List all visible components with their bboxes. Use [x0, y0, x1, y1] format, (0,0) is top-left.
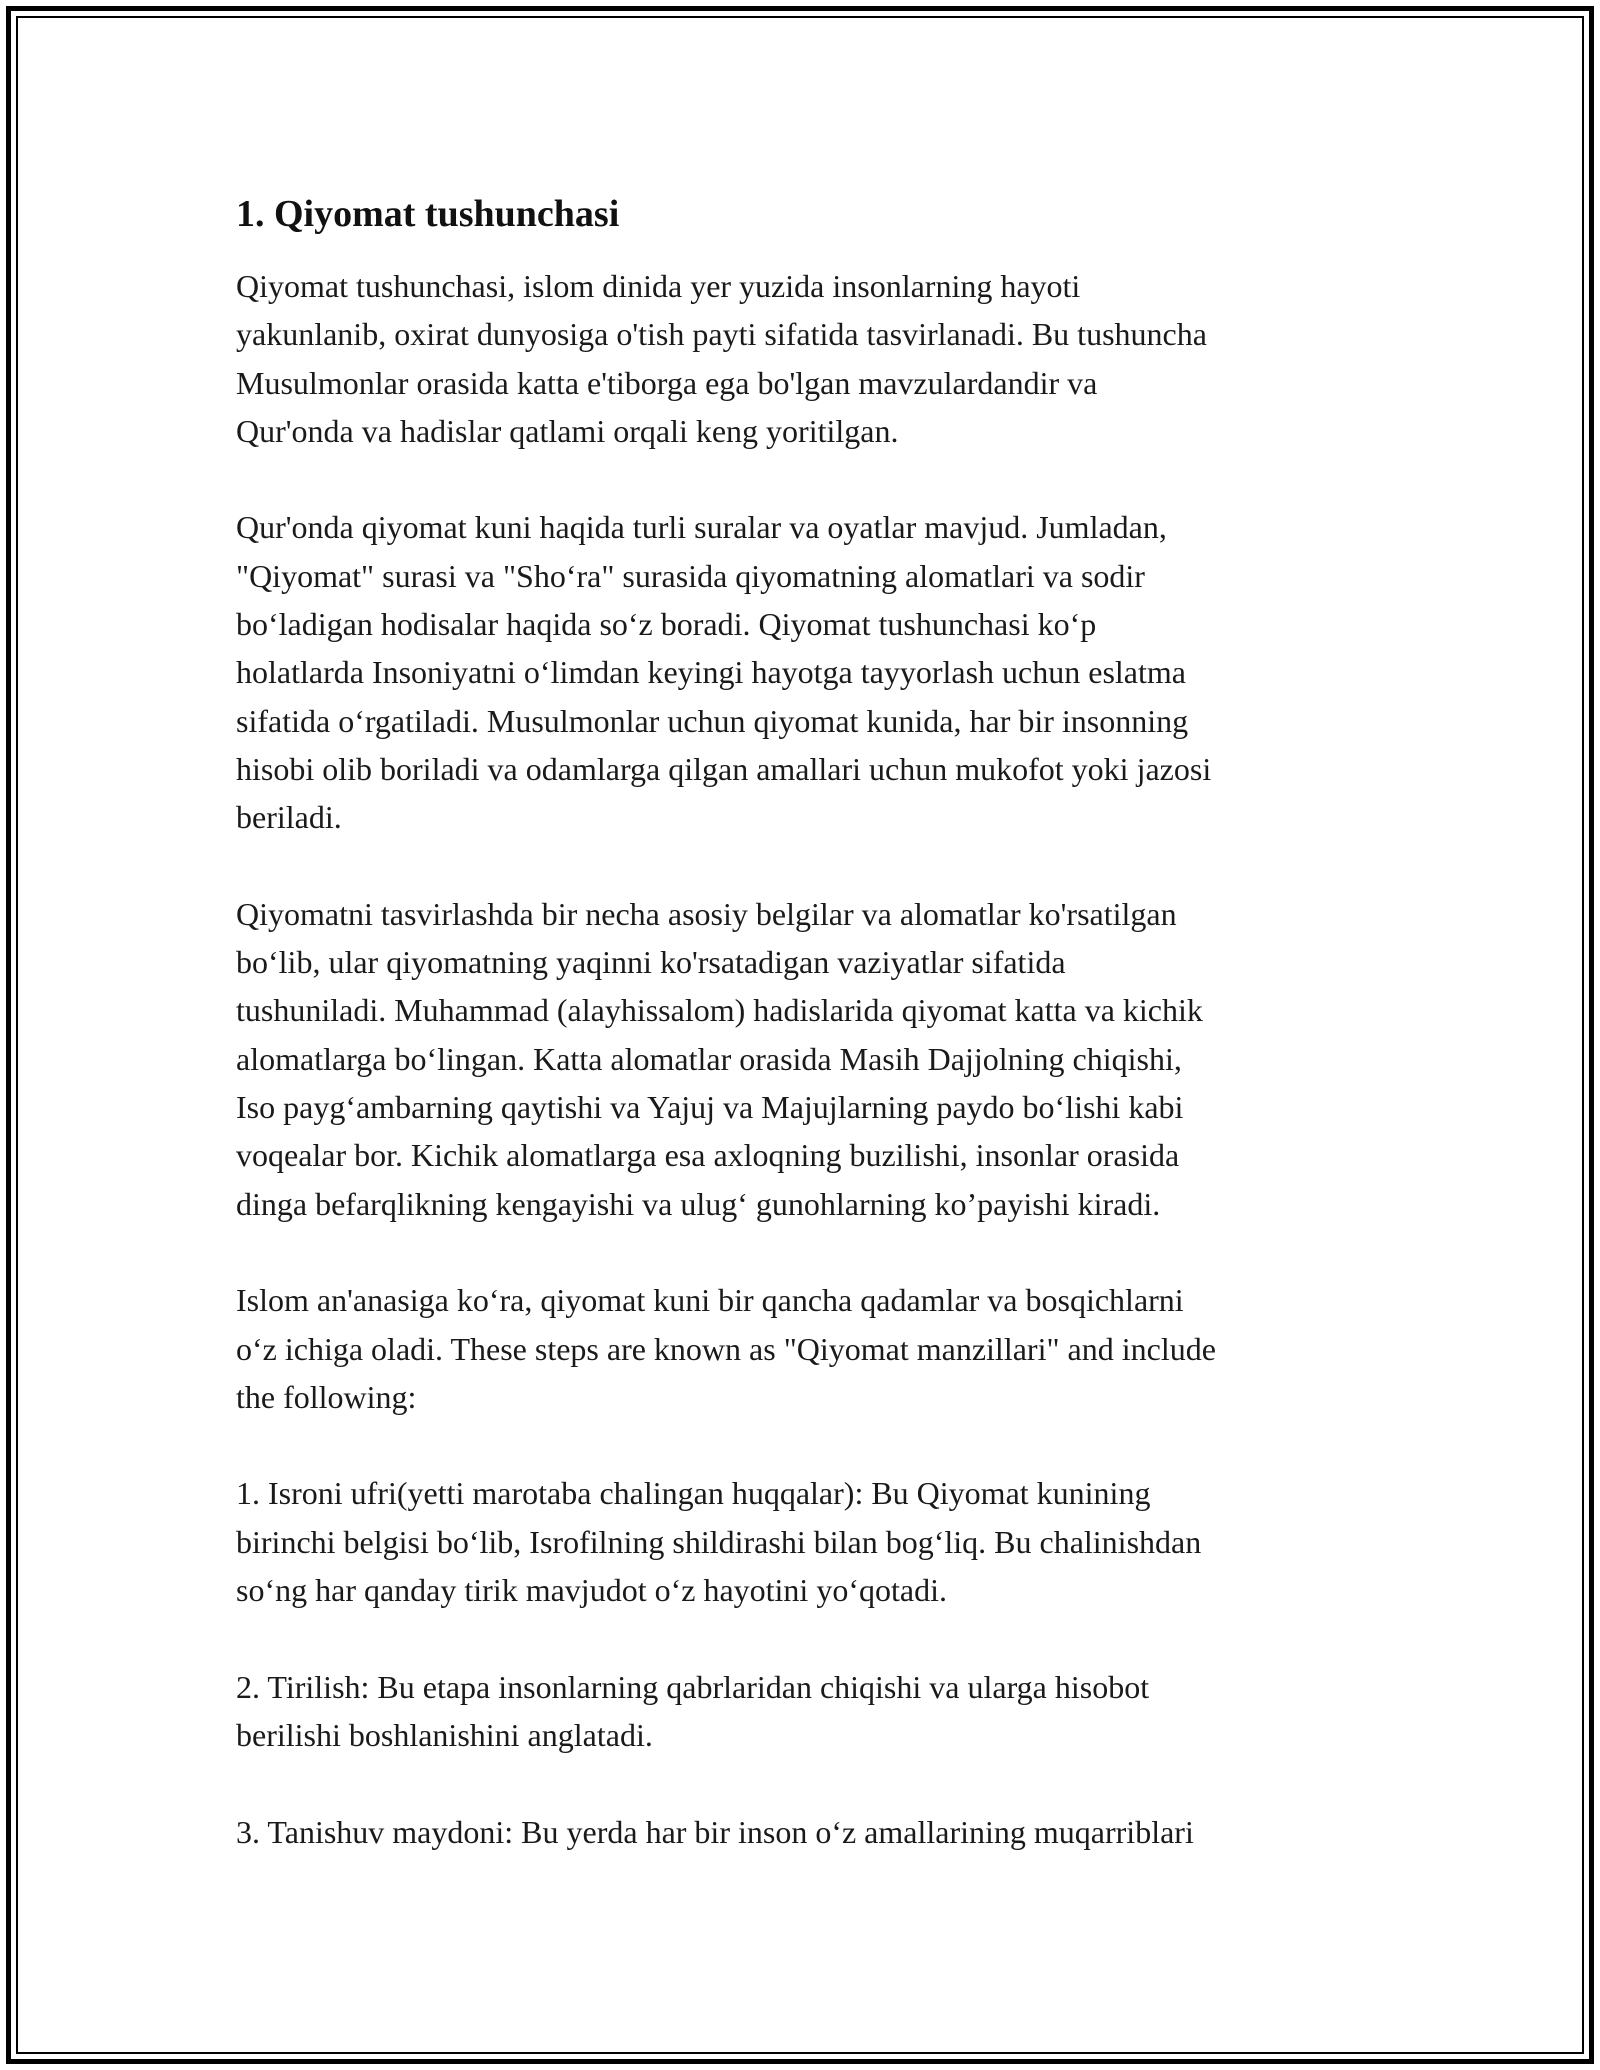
list-item-stage-2: 2. Tirilish: Bu etapa insonlarning qabrlaridan chiqishi va ularga hisobot berilishi boshlanishini anglatadi. — [236, 1668, 1150, 1753]
list-item-stage-1: 1. Isroni ufri(yetti marotaba chalingan huqqalar): Bu Qiyomat kunining birinchi belgisi bo‘lib, Isrofilning shildirashi bilan bog‘liq. Bu chalinishdan so‘ng har qanday tirik mavjudot o‘z hayotini yo‘qotadi. — [236, 1475, 1202, 1609]
paragraph-quran: Qur'onda qiyomat kuni haqida turli suralar va oyatlar mavjud. Jumladan, "Qiyomat" surasi va "Sho‘ra" surasida qiyomatning alomatlari va sodir bo‘ladigan hodisalar haqida so‘z boradi. Qiyomat tushunchasi ko‘p holatlarda Insoniyatni o‘limdan keyingi hayotga tayyorlash uchun eslatma sifatida o‘rgatiladi. Musulmonlar uchun qiyomat kunida, har bir insonning hisobi olib boriladi va odamlarga qilgan amallari uchun mukofot yoki jazosi beriladi. — [236, 509, 1212, 836]
paragraph-intro: Qiyomat tushunchasi, islom dinida yer yuzida insonlarning hayoti yakunlanib, oxirat dunyosiga o'tish payti sifatida tasvirlanadi. Bu tushuncha Musulmonlar orasida katta e'tiborga ega bo'lgan mavzulardandir va Qur'onda va hadislar qatlami orqali keng yoritilgan. — [236, 268, 1207, 449]
paragraph-stages-intro: Islom an'anasiga ko‘ra, qiyomat kuni bir qancha qadamlar va bosqichlarni o‘z ichiga oladi. These steps are known as "Qiyomat manzillari" and include the following: — [236, 1282, 1216, 1415]
document-body — [236, 186, 1366, 1904]
paragraph-signs: Qiyomatni tasvirlashda bir necha asosiy belgilar va alomatlar ko'rsatilgan bo‘lib, ular qiyomatning yaqinni ko'rsatadigan vaziyatlar sifatida tushuniladi. Muhammad (alayhissalom) hadislarida qiyomat katta va kichik alomatlarga bo‘lingan. Katta alomatlar orasida Masih Dajjolning chiqishi, Iso payg‘ambarning qaytishi va Yajuj va Majujlarning paydo bo‘lishi kabi voqealar bor. Kichik alomatlarga esa axloqning buzilishi, insonlar orasida dinga befarqlikning kengayishi va ulug‘ gunohlarning ko’payishi kiradi. — [236, 895, 1203, 1222]
list-item-stage-3: 3. Tanishuv maydoni: Bu yerda har bir inson o‘z amallarining muqarriblari — [236, 1813, 1194, 1850]
section-heading: 1. Qiyomat tushunchasi — [236, 193, 620, 235]
